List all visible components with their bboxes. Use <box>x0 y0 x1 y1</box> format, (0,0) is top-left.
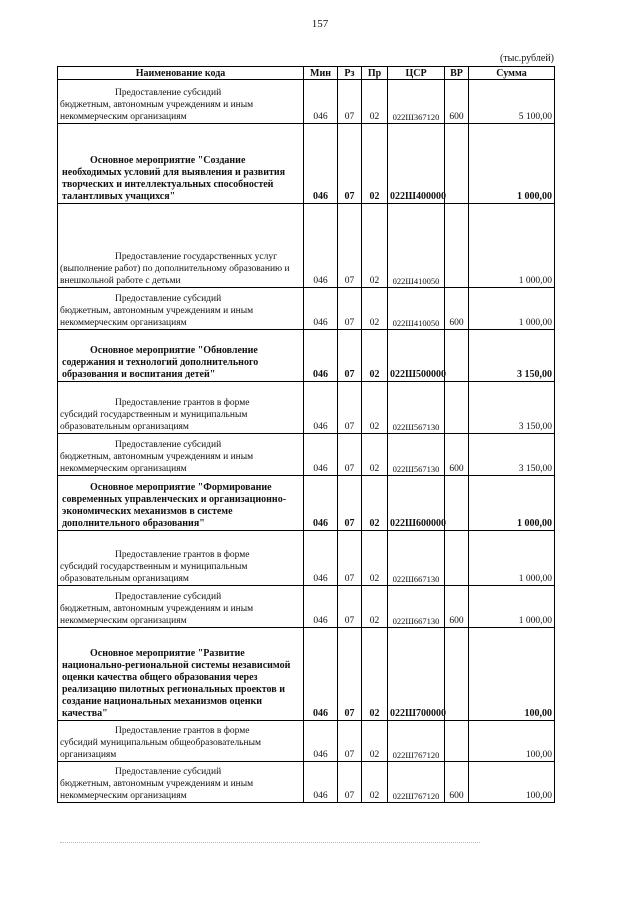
units-label: (тыс.рублей) <box>499 53 554 64</box>
cell-name-rest: современных управленческих и организационно-экономических механизмов в системе дополнительного образования" <box>62 494 287 529</box>
cell-vr: 600 <box>445 586 469 628</box>
cell-min: 046 <box>304 531 338 586</box>
cell-csr: 022Ш767120 <box>388 762 445 803</box>
cell-vr: 600 <box>445 80 469 124</box>
cell-name <box>58 586 304 628</box>
cell-csr: 022Ш400000 <box>388 124 445 204</box>
cell-min: 046 <box>304 204 338 288</box>
cell-vr <box>445 204 469 288</box>
cell-name <box>58 288 304 330</box>
cell-min: 046 <box>304 124 338 204</box>
cell-sum: 3 150,00 <box>469 330 555 382</box>
cell-vr <box>445 721 469 762</box>
cell-sum: 1 000,00 <box>469 531 555 586</box>
table-row <box>58 288 555 330</box>
cell-min: 046 <box>304 476 338 531</box>
cell-min: 046 <box>304 721 338 762</box>
cell-name-first-line: Предоставление субсидий <box>115 440 222 450</box>
cell-pr: 02 <box>362 721 388 762</box>
cell-name-rest: (выполнение работ) по дополнительному образованию и внешкольной работе с детьми <box>60 264 290 286</box>
cell-name-first-line: Предоставление грантов в форме <box>115 726 250 736</box>
scan-artifact-line <box>60 842 480 844</box>
cell-csr: 022Ш410050 <box>388 288 445 330</box>
cell-name <box>58 204 304 288</box>
cell-name-rest: бюджетным, автономным учреждениям и иным некоммерческим организациям <box>60 779 254 801</box>
cell-pr: 02 <box>362 80 388 124</box>
budget-table <box>57 66 555 803</box>
cell-name-first-line: Предоставление субсидий <box>115 88 222 98</box>
cell-rz: 07 <box>338 80 362 124</box>
cell-pr: 02 <box>362 288 388 330</box>
cell-name <box>58 531 304 586</box>
cell-vr <box>445 628 469 721</box>
cell-csr: 022Ш500000 <box>388 330 445 382</box>
cell-name-rest: национально-региональной системы независимой оценки качества общего образования через реализацию пилотных региональных проектов и создание национальных механизмов оценки качества" <box>62 660 291 719</box>
cell-sum: 3 150,00 <box>469 434 555 476</box>
cell-csr: 022Ш767120 <box>388 721 445 762</box>
cell-csr: 022Ш600000 <box>388 476 445 531</box>
cell-rz: 07 <box>338 124 362 204</box>
cell-rz: 07 <box>338 288 362 330</box>
cell-csr: 022Ш667130 <box>388 586 445 628</box>
table-row <box>58 330 555 382</box>
cell-min: 046 <box>304 762 338 803</box>
cell-vr <box>445 330 469 382</box>
cell-name <box>58 330 304 382</box>
cell-name-rest: бюджетным, автономным учреждениям и иным некоммерческим организациям <box>60 452 254 474</box>
cell-pr: 02 <box>362 628 388 721</box>
cell-csr: 022Ш367120 <box>388 80 445 124</box>
cell-vr <box>445 124 469 204</box>
cell-name-first-line: Основное мероприятие "Обновление <box>90 345 258 356</box>
cell-name-first-line: Предоставление субсидий <box>115 767 222 777</box>
cell-csr: 022Ш567130 <box>388 434 445 476</box>
table-row <box>58 628 555 721</box>
cell-sum: 3 150,00 <box>469 382 555 434</box>
table-row <box>58 382 555 434</box>
table-row <box>58 721 555 762</box>
cell-sum: 100,00 <box>469 628 555 721</box>
cell-name <box>58 382 304 434</box>
table-row <box>58 124 555 204</box>
cell-name-rest: бюджетным, автономным учреждениям и иным некоммерческим организациям <box>60 604 254 626</box>
table-row <box>58 80 555 124</box>
cell-min: 046 <box>304 628 338 721</box>
cell-min: 046 <box>304 288 338 330</box>
cell-csr: 022Ш700000 <box>388 628 445 721</box>
cell-vr <box>445 382 469 434</box>
cell-sum: 5 100,00 <box>469 80 555 124</box>
cell-rz: 07 <box>338 382 362 434</box>
table-row <box>58 434 555 476</box>
table-row <box>58 531 555 586</box>
header-pr: Пр <box>362 67 388 80</box>
page-number: 157 <box>311 18 329 30</box>
header-rz: Рз <box>338 67 362 80</box>
cell-min: 046 <box>304 382 338 434</box>
cell-name-first-line: Основное мероприятие "Создание <box>90 155 246 166</box>
cell-name-rest: содержания и технологий дополнительного образования и воспитания детей" <box>62 357 259 380</box>
cell-csr: 022Ш567130 <box>388 382 445 434</box>
table-header-row <box>58 67 555 80</box>
cell-pr: 02 <box>362 762 388 803</box>
cell-name <box>58 628 304 721</box>
cell-pr: 02 <box>362 531 388 586</box>
cell-pr: 02 <box>362 382 388 434</box>
cell-rz: 07 <box>338 586 362 628</box>
header-name: Наименование кода <box>58 67 304 80</box>
cell-name-rest: субсидий муниципальным общеобразовательным организациям <box>60 738 261 760</box>
cell-sum: 1 000,00 <box>469 124 555 204</box>
cell-sum: 100,00 <box>469 762 555 803</box>
table-row <box>58 204 555 288</box>
cell-sum: 1 000,00 <box>469 204 555 288</box>
cell-name <box>58 721 304 762</box>
cell-name-rest: необходимых условий для выявления и развития творческих и интеллектуальных способностей талантливых учащихся" <box>62 167 286 202</box>
cell-pr: 02 <box>362 476 388 531</box>
cell-sum: 1 000,00 <box>469 476 555 531</box>
cell-sum: 1 000,00 <box>469 586 555 628</box>
cell-vr: 600 <box>445 762 469 803</box>
cell-name <box>58 80 304 124</box>
cell-rz: 07 <box>338 204 362 288</box>
cell-name-first-line: Предоставление государственных услуг <box>115 252 278 262</box>
cell-min: 046 <box>304 586 338 628</box>
cell-min: 046 <box>304 80 338 124</box>
cell-rz: 07 <box>338 476 362 531</box>
cell-name-rest: бюджетным, автономным учреждениям и иным некоммерческим организациям <box>60 100 254 122</box>
cell-name-first-line: Основное мероприятие "Развитие <box>90 648 245 659</box>
cell-sum: 100,00 <box>469 721 555 762</box>
cell-min: 046 <box>304 434 338 476</box>
cell-rz: 07 <box>338 628 362 721</box>
cell-rz: 07 <box>338 434 362 476</box>
header-sum: Сумма <box>469 67 555 80</box>
cell-name-first-line: Предоставление субсидий <box>115 294 222 304</box>
header-csr: ЦСР <box>388 67 445 80</box>
cell-csr: 022Ш667130 <box>388 531 445 586</box>
cell-rz: 07 <box>338 721 362 762</box>
cell-name <box>58 124 304 204</box>
header-min: Мин <box>304 67 338 80</box>
cell-vr <box>445 531 469 586</box>
cell-rz: 07 <box>338 762 362 803</box>
cell-vr <box>445 476 469 531</box>
cell-vr: 600 <box>445 288 469 330</box>
cell-name-rest: субсидий государственным и муниципальным образовательным организациям <box>60 410 248 432</box>
cell-name-rest: бюджетным, автономным учреждениям и иным некоммерческим организациям <box>60 306 254 328</box>
cell-name-first-line: Предоставление субсидий <box>115 592 222 602</box>
cell-pr: 02 <box>362 204 388 288</box>
cell-name-first-line: Основное мероприятие "Формирование <box>90 482 272 493</box>
cell-csr: 022Ш410050 <box>388 204 445 288</box>
cell-name-rest: субсидий государственным и муниципальным образовательным организациям <box>60 562 248 584</box>
cell-rz: 07 <box>338 330 362 382</box>
cell-name-first-line: Предоставление грантов в форме <box>115 398 250 408</box>
cell-name <box>58 434 304 476</box>
cell-pr: 02 <box>362 330 388 382</box>
cell-name <box>58 762 304 803</box>
cell-min: 046 <box>304 330 338 382</box>
cell-name <box>58 476 304 531</box>
cell-vr: 600 <box>445 434 469 476</box>
cell-pr: 02 <box>362 124 388 204</box>
table-row <box>58 476 555 531</box>
header-vr: ВР <box>445 67 469 80</box>
cell-name-first-line: Предоставление грантов в форме <box>115 550 250 560</box>
cell-pr: 02 <box>362 434 388 476</box>
table-row <box>58 762 555 803</box>
table-row <box>58 586 555 628</box>
cell-rz: 07 <box>338 531 362 586</box>
cell-sum: 1 000,00 <box>469 288 555 330</box>
cell-pr: 02 <box>362 586 388 628</box>
